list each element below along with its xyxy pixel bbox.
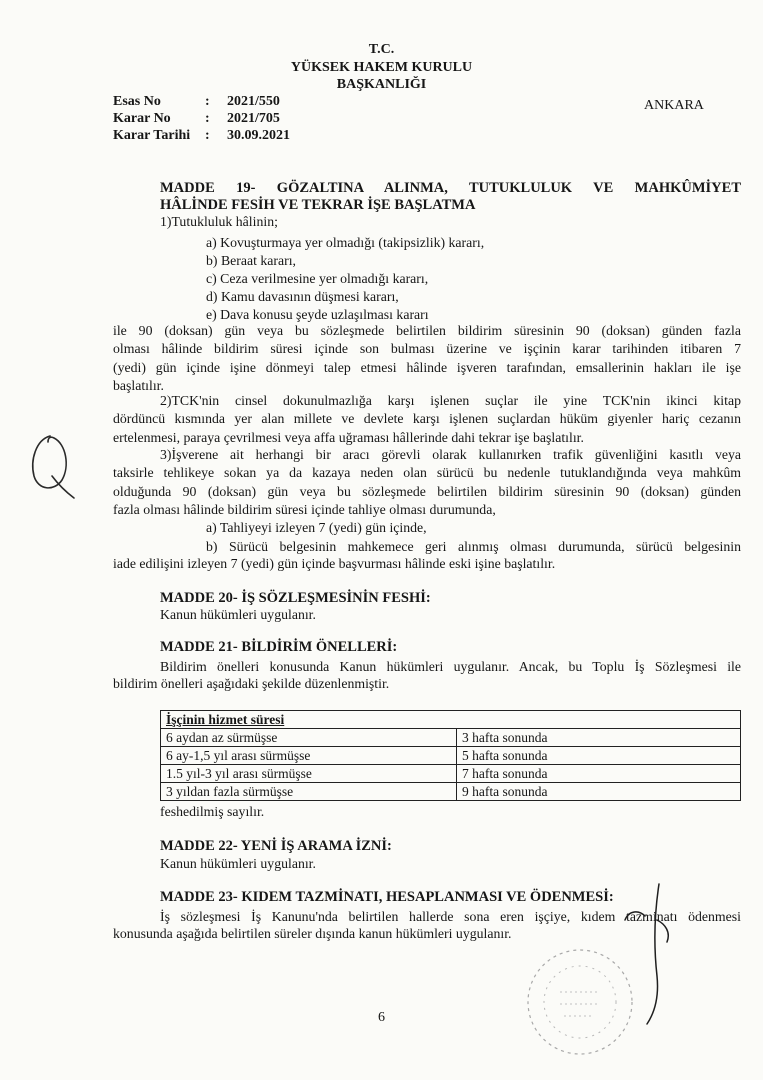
- text-line: dördüncü kısmında yer alan millete ve devlete karşı işlenen suçlardan hüküm giyenler hariç cezanın: [113, 411, 741, 427]
- madde21-line-2: bildirim önelleri aşağıdaki şekilde düzenlenmiştir.: [113, 676, 390, 691]
- table-row: [161, 747, 741, 765]
- handwritten-initial: [28, 430, 78, 502]
- text-line: olduğunda 90 (doksan) gün veya bu sözleşmede belirtilen bildirim süresinin 90 (doksan) günden: [113, 483, 741, 499]
- text-line: (yedi) gün içinde işine dönmeyi talep etmesi hâlinde işveren tarafından, emsallerinin hakları ile işe: [113, 359, 741, 375]
- list-item: a) Kovuşturmaya yer olmadığı (takipsizlik) kararı,: [206, 235, 485, 250]
- madde19-title: MADDE 19- GÖZALTINA ALINMA, TUTUKLULUK VE MAHKÛMİYET: [160, 180, 741, 196]
- madde19-intro: 1)Tutukluluk hâlinin;: [160, 214, 278, 229]
- madde22-body: Kanun hükümleri uygulanır.: [160, 856, 316, 871]
- table-cell-period: 3 yıldan fazla sürmüşse: [161, 783, 457, 801]
- table-header: İşçinin hizmet süresi: [161, 711, 741, 729]
- table-header-row: [161, 711, 741, 729]
- madde21-line-1: Bildirim önelleri konusunda Kanun hükümleri uygulanır. Ancak, bu Toplu İş Sözleşmesi ile: [160, 659, 741, 674]
- text-line: fazla olması hâlinde bildirim süresi içinde tahliye olması durumunda,: [113, 502, 496, 518]
- madde19-sub-b-cont: iade edilişini izleyen 7 (yedi) gün içinde başvurması hâlinde eski işine başlatılır.: [113, 556, 556, 571]
- separator: :: [205, 111, 210, 126]
- madde19-sub-a: a) Tahliyeyi izleyen 7 (yedi) gün içinde,: [206, 520, 427, 535]
- list-item: d) Kamu davasının düşmesi kararı,: [206, 289, 399, 304]
- esas-label: Esas No: [113, 94, 161, 109]
- table-cell-period: 6 ay-1,5 yıl arası sürmüşse: [161, 747, 457, 765]
- table-row: [161, 783, 741, 801]
- karar-value: 2021/705: [227, 111, 280, 126]
- table-row: [161, 765, 741, 783]
- madde20-title: MADDE 20- İŞ SÖZLEŞMESİNİN FESHİ:: [160, 590, 431, 606]
- table-cell-notice: 9 hafta sonunda: [457, 783, 741, 801]
- table-row: [161, 729, 741, 747]
- madde19-paragraph-1: [113, 322, 741, 396]
- karar-label: Karar No: [113, 111, 171, 126]
- madde22-title: MADDE 22- YENİ İŞ ARAMA İZNİ:: [160, 838, 392, 854]
- table-cell-notice: 7 hafta sonunda: [457, 765, 741, 783]
- madde19-paragraph-2: [113, 392, 741, 447]
- madde23-line-2: konusunda aşağıda belirtilen süreler dışında kanun hükümleri uygulanır.: [113, 926, 512, 941]
- table-cell-period: 1.5 yıl-3 yıl arası sürmüşse: [161, 765, 457, 783]
- notice-period-table: [160, 710, 741, 801]
- madde23-line-1: İş sözleşmesi İş Kanunu'nda belirtilen hallerde sona eren işçiye, kıdem tazminatı ödenmesi: [160, 909, 741, 924]
- madde21-after-table: feshedilmiş sayılır.: [160, 804, 265, 819]
- table-cell-notice: 5 hafta sonunda: [457, 747, 741, 765]
- text-line: olması hâlinde bildirim süresi içinde son bulması üzerine ve işçinin karar tarihinden itibaren 7: [113, 341, 741, 357]
- tarih-value: 30.09.2021: [227, 128, 290, 143]
- madde23-title: MADDE 23- KIDEM TAZMİNATI, HESAPLANMASI VE ÖDENMESİ:: [160, 889, 614, 905]
- header-baskanlik: BAŞKANLIĞI: [336, 77, 427, 92]
- list-item: e) Dava konusu şeyde uzlaşılması kararı: [206, 307, 429, 322]
- city-label: ANKARA: [644, 98, 704, 113]
- text-line: başlatılır.: [113, 378, 164, 394]
- header-kurul: YÜKSEK HAKEM KURULU: [290, 60, 473, 75]
- header-tc: T.C.: [368, 42, 395, 57]
- madde19-sub-b: b) Sürücü belgesinin mahkemece geri alınmış olması durumunda, sürücü belgesinin: [206, 539, 741, 554]
- table-cell-period: 6 aydan az sürmüşse: [161, 729, 457, 747]
- page-number: 6: [378, 1010, 385, 1025]
- meta-karar: [113, 111, 280, 127]
- meta-tarih: [113, 128, 290, 144]
- tarih-label: Karar Tarihi: [113, 128, 191, 143]
- table-cell-notice: 3 hafta sonunda: [457, 729, 741, 747]
- madde21-title: MADDE 21- BİLDİRİM ÖNELLERİ:: [160, 639, 398, 655]
- text-line: taksirle tehlikeye sokan ya da kazaya neden olan sürücü bu nedenle tutuklandığında veya mahkûm: [113, 465, 741, 481]
- list-item: b) Beraat kararı,: [206, 253, 297, 268]
- madde20-body: Kanun hükümleri uygulanır.: [160, 607, 316, 622]
- madde19-title-cont: HÂLİNDE FESİH VE TEKRAR İŞE BAŞLATMA: [160, 197, 476, 213]
- esas-value: 2021/550: [227, 94, 280, 109]
- list-item: c) Ceza verilmesine yer olmadığı kararı,: [206, 271, 429, 286]
- text-line: 3)İşverene ait herhangi bir aracı görevli olarak kullanırken trafik güvenliğini kasıtlı veya: [160, 447, 741, 462]
- madde19-paragraph-3: [113, 446, 741, 520]
- text-line: ertelenmesi, paraya çevrilmesi veya affa uğraması hâllerinde dahi tekrar işe başlatılır.: [113, 429, 584, 445]
- text-line: ile 90 (doksan) gün veya bu sözleşmede belirtilen bildirim süresinin 90 (doksan) günden fazla: [113, 323, 741, 338]
- meta-esas: [113, 94, 280, 110]
- text-line: 2)TCK'nin cinsel dokunulmazlığa karşı işlenen suçlar ile yine TCK'nin ikinci kitap: [160, 393, 741, 408]
- separator: :: [205, 128, 210, 143]
- official-stamp: [520, 940, 640, 1065]
- separator: :: [205, 94, 210, 109]
